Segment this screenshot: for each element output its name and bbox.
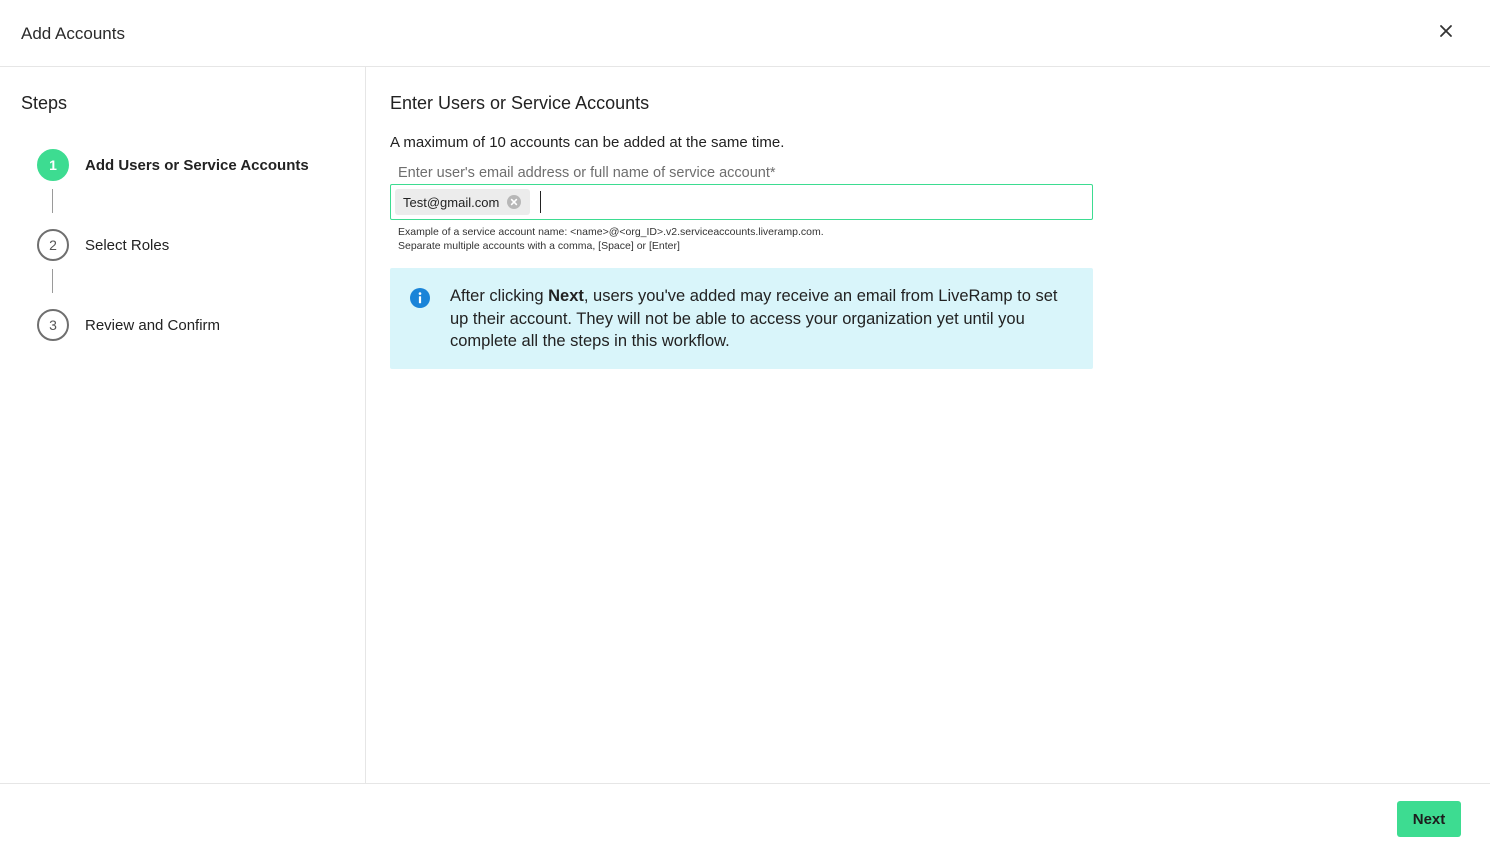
- field-helper-text: [398, 225, 824, 253]
- required-marker: *: [769, 165, 776, 181]
- modal-footer: [0, 783, 1490, 846]
- step-label: Add Users or Service Accounts: [85, 156, 309, 174]
- chip-label: Test@gmail.com: [403, 194, 500, 210]
- next-button[interactable]: Next: [1397, 801, 1461, 837]
- close-icon[interactable]: [1436, 21, 1456, 41]
- steps-title: Steps: [21, 93, 68, 113]
- helper-line: Example of a service account name: <name>@<org_ID>.v2.serviceaccounts.liveramp.com.: [398, 226, 824, 238]
- modal-header: [0, 0, 1490, 67]
- accounts-field-label: [398, 165, 776, 181]
- info-icon: [410, 288, 430, 308]
- remove-icon[interactable]: [507, 195, 521, 209]
- chip-remove-button[interactable]: [507, 195, 521, 209]
- accounts-field-label-text: Enter user's email address or full name of service account: [398, 165, 770, 181]
- close-button[interactable]: [1436, 21, 1456, 41]
- info-suffix: , users you've added may receive an email from LiveRamp to set up their account. They will not be able to access your organization yet until you complete all the steps in this workflow.: [450, 287, 1058, 350]
- helper-line: Separate multiple accounts with a comma, [Space] or [Enter]: [398, 240, 680, 252]
- info-message: [450, 285, 1075, 353]
- info-bold: Next: [548, 287, 584, 305]
- account-chip: [395, 189, 530, 215]
- section-heading: Enter Users or Service Accounts: [390, 93, 650, 113]
- step-number: 3: [37, 309, 69, 341]
- step-connector: [52, 189, 53, 213]
- info-banner: [390, 268, 1093, 369]
- step-number: 1: [37, 149, 69, 181]
- step-review-confirm: [37, 309, 357, 341]
- step-label: Review and Confirm: [85, 316, 221, 334]
- step-connector: [52, 269, 53, 293]
- step-select-roles: [37, 229, 357, 261]
- step-label: Select Roles: [85, 236, 170, 254]
- accounts-input-field[interactable]: [390, 184, 1093, 220]
- max-accounts-note: A maximum of 10 accounts can be added at the same time.: [390, 134, 785, 151]
- step-number: 2: [37, 229, 69, 261]
- steps-sidebar: [0, 67, 366, 784]
- main-content: [390, 67, 1470, 784]
- modal-title: Add Accounts: [21, 24, 125, 43]
- accounts-text-input[interactable]: [540, 191, 1092, 213]
- info-prefix: After clicking: [450, 287, 549, 305]
- step-add-users: [37, 149, 357, 181]
